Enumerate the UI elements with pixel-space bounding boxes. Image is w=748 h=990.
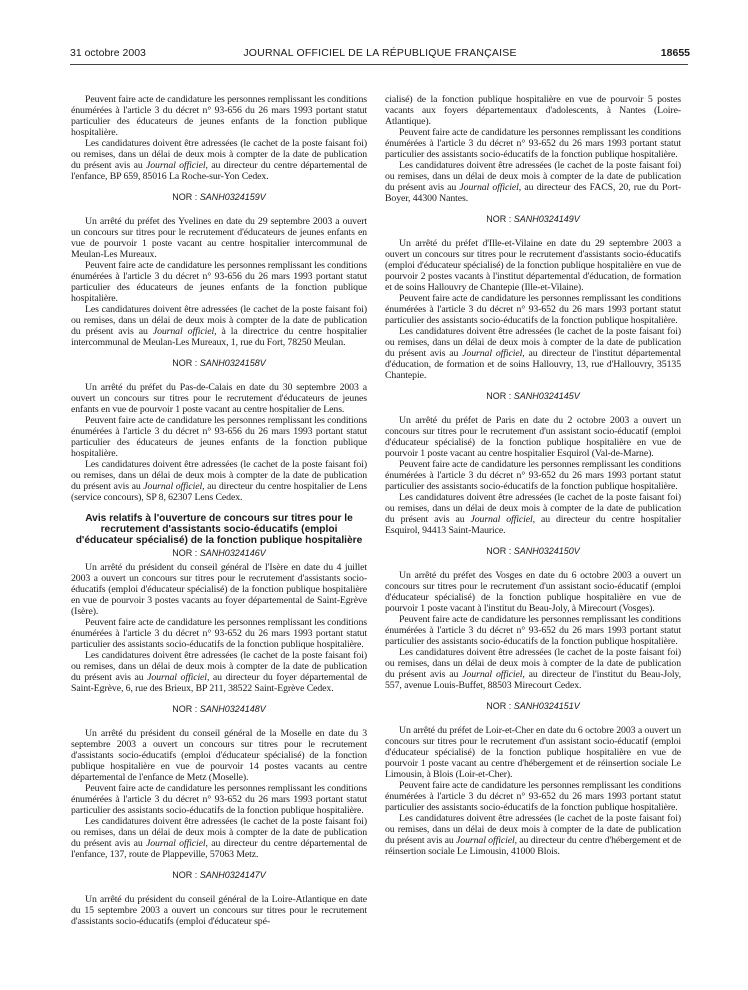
notice-block — [71, 562, 367, 715]
journal-title: JOURNAL OFFICIEL DE LA RÉPUBLIQUE FRANÇAISE — [243, 47, 517, 59]
nor-reference: NOR : SANH0324148V — [172, 704, 266, 714]
left-column — [71, 94, 367, 927]
issue-date: 31 octobre 2003 — [70, 47, 146, 59]
paragraph: Les candidatures doivent être adressées (le cachet de la poste faisant foi) ou remises, dans un délai de deux mois à compter de la date de publication du présent avis au Journal officiel, au directeur du foyer départemental de Saint-Egrève, 6, rue des Brieux, BP 211, 38522 Saint-Egrève Cedex. — [71, 650, 368, 694]
nor-reference: NOR : SANH0324149V — [486, 214, 580, 224]
paragraph: Peuvent faire acte de candidature les personnes remplissant les conditions énumérées à l'article 3 du décret n° 93-652 du 26 mars 1993 portant statut particulier des assistants socio-éducatifs de la fonction publique hospitalière. — [71, 783, 367, 816]
paragraph: Peuvent faire acte de candidature les personnes remplissant les conditions énumérées à l'article 3 du décret n° 93-652 du 26 mars 1993 portant statut particulier des assistants socio-éducatifs de la fonction publique hospitalière. — [385, 293, 681, 326]
paragraph: Un arrêté du préfet de Paris en date du 2 octobre 2003 a ouvert un concours sur titres pour le recrutement d'un assistant socio-éducatif (emploi d'éducateur spécialisé) de la fonction publique hospitalière en vue de pourvoir 1 poste vacant au centre hospitalier Esquirol (Val-de-Marne). — [385, 415, 681, 459]
nor-reference: NOR : SANH0324159V — [172, 192, 266, 202]
nor-reference: NOR : SANH0324146V — [172, 548, 266, 558]
journal-officiel: Journal officiel — [462, 669, 523, 680]
paragraph: Un arrêté du préfet d'Ille-et-Vilaine en date du 29 septembre 2003 a ouvert un concours sur titres pour le recrutement d'assistants socio-éducatifs (emploi d'éducateur spécialisé) de la fonction publique hospitalière en vue de pourvoir 2 postes vacants à l'institut départemental d'éducation, de formation et de soins Hallouvry de Chantepie (Ille-et-Vilaine). — [385, 238, 681, 293]
right-column — [385, 94, 681, 857]
paragraph: Un arrêté du préfet des Vosges en date du 6 octobre 2003 a ouvert un concours sur titres pour le recrutement d'un assistant socio-éducatif (emploi d'éducateur spécialisé) de la fonction publique hospitalière en vue de pourvoir 1 poste vacant à l'institut du Beau-Joly, à Mirecourt (Vosges). — [385, 570, 681, 614]
journal-officiel: Journal officiel — [145, 160, 206, 171]
paragraph: Un arrêté du préfet de Loir-et-Cher en date du 6 octobre 2003 a ouvert un concours sur titres pour le recrutement d'un assistant socio-éducatif (emploi d'éducateur spécialisé) de la fonction publique hospitalière en vue de pourvoir 1 poste vacant au centre d'hébergement et de réinsertion sociale Le Limousin, à Blois (Loir-et-Cher). — [385, 725, 681, 780]
journal-officiel: Journal officiel — [470, 514, 533, 525]
paragraph: Les candidatures doivent être adressées (le cachet de la poste faisant foi) ou remises, dans un délai de deux mois à compter de la date de publication du présent avis au Journal officiel, au directeur du centre hospitalier Esquirol, 94413 Saint-Maurice. — [385, 492, 681, 536]
paragraph: Les candidatures doivent être adressées (le cachet de la poste faisant foi) ou remises, dans un délai de deux mois à compter de la date de publication du présent avis au Journal officiel, au directeur du centre d'hébergement et de réinsertion sociale Le Limousin, 41000 Blois. — [385, 813, 682, 857]
paragraph: Les candidatures doivent être adressées (le cachet de la poste faisant foi) ou remises, dans un délai de deux mois à compter de la date de publication du présent avis au Journal officiel, au directeur du centre départemental de l'enfance, 137, route de Plappeville, 57063 Metz. — [71, 816, 368, 860]
notice-block — [385, 94, 681, 225]
journal-officiel: Journal officiel — [143, 481, 203, 492]
paragraph: Un arrêté du préfet du Pas-de-Calais en date du 30 septembre 2003 a ouvert un concours sur titres pour le recrutement d'éducateurs de jeunes enfants en vue de pourvoir 1 poste vacant au centre hospitalier de Lens. — [71, 382, 367, 415]
journal-officiel: Journal officiel — [147, 672, 207, 683]
notice-block — [71, 216, 367, 369]
paragraph: Un arrêté du président du conseil général de l'Isère en date du 4 juillet 2003 a ouvert un concours sur titres pour le recrutement d'assistants socio-éducatifs (emploi d'éducateur spécialisé) de la fonction publique hospitalière en vue de pourvoir 3 postes vacants au foyer départemental de Saint-Egrève (Isère). — [71, 562, 367, 617]
paragraph: Peuvent faire acte de candidature les personnes remplissant les conditions énumérées à l'article 3 du décret n° 93-652 du 26 mars 1993 portant statut particulier des assistants socio-éducatifs de la fonction publique hospitalière. — [385, 614, 681, 647]
paragraph: Un arrêté du président du conseil général de la Loire-Atlantique en date du 15 septembre 2003 a ouvert un concours sur titres pour le recrutement d'assistants socio-éducatifs (emploi d'éducateur spé- — [71, 894, 367, 927]
nor-reference: NOR : SANH0324150V — [486, 546, 580, 556]
section-title: Avis relatifs à l'ouverture de concours sur titres pour le recrutement d'assistants socio-éducatifs (emploi d'éducateur spécialisé) de la fonction publique hospitalière — [75, 513, 363, 546]
notice-block — [71, 894, 367, 927]
page-number: 18655 — [660, 47, 690, 59]
paragraph: Les candidatures doivent être adressées (le cachet de la poste faisant foi) ou remises, dans un délai de deux mois à compter de la date de publication du présent avis au Journal officiel, au directeur de l'institut départemental d'éducation, de formation et de soins Hallouvry, 13, rue d'Hallouvry, 35135 Chantepie. — [385, 326, 681, 381]
paragraph: Peuvent faire acte de candidature les personnes remplissant les conditions énumérées à l'article 3 du décret n° 93-656 du 26 mars 1993 portant statut particulier des éducateurs de jeunes enfants de la fonction publique hospitalière. — [71, 260, 367, 304]
paragraph: Peuvent faire acte de candidature les personnes remplissant les conditions énumérées à l'article 3 du décret n° 93-652 du 26 mars 1993 portant statut particulier des assistants socio-éducatifs de la fonction publique hospitalière. — [385, 459, 681, 492]
nor-reference: NOR : SANH0324158V — [172, 358, 266, 368]
notice-block — [385, 238, 681, 402]
paragraph: Les candidatures doivent être adressées (le cachet de la poste faisant foi) ou remises, dans un délai de deux mois à compter de la date de publication du présent avis au Journal officiel, à la directrice du centre hospitalier intercommunal de Meulan-Les Mureaux, 1, rue du Fort, 78250 Meulan. — [71, 304, 367, 348]
paragraph: Les candidatures doivent être adressées (le cachet de la poste faisant foi) ou remises, dans un délai de deux mois à compter de la date de publication du présent avis au Journal officiel, au directeur du centre départemental de l'enfance, BP 659, 85016 La Roche-sur-Yon Cedex. — [71, 138, 368, 182]
nor-reference: NOR : SANH0324147V — [172, 870, 266, 880]
notice-block — [71, 94, 367, 203]
paragraph: Peuvent faire acte de candidature les personnes remplissant les conditions énumérées à l'article 3 du décret n° 93-656 du 26 mars 1993 portant statut particulier des éducateurs de jeunes enfants de la fonction publique hospitalière. — [71, 415, 367, 459]
paragraph: Peuvent faire acte de candidature les personnes remplissant les conditions énumérées à l'article 3 du décret n° 93-656 du 26 mars 1993 portant statut particulier des éducateurs de jeunes enfants de la fonction publique hospitalière. — [71, 94, 367, 138]
journal-officiel: Journal officiel — [459, 182, 519, 193]
journal-officiel: Journal officiel — [456, 835, 515, 846]
paragraph: cialisé) de la fonction publique hospitalière en vue de pourvoir 5 postes vacants aux foyers départementaux d'adolescents, à Nantes (Loire-Atlantique). — [385, 94, 681, 127]
nor-reference: NOR : SANH0324145V — [486, 391, 580, 401]
paragraph: Peuvent faire acte de candidature les personnes remplissant les conditions énumérées à l'article 3 du décret n° 93-652 du 26 mars 1993 portant statut particulier des assistants socio-éducatifs de la fonction publique hospitalière. — [385, 780, 681, 813]
header-rule — [70, 64, 688, 65]
notice-block — [385, 415, 681, 557]
journal-officiel: Journal officiel — [152, 326, 215, 337]
journal-officiel: Journal officiel — [462, 348, 523, 359]
journal-officiel: Journal officiel — [145, 838, 206, 849]
page-header — [70, 47, 690, 63]
notice-block — [385, 570, 681, 712]
notice-block — [385, 725, 681, 857]
nor-reference: NOR : SANH0324151V — [486, 701, 580, 711]
paragraph: Les candidatures doivent être adressées (le cachet de la poste faisant foi) ou remises, dans un délai de deux mois à compter de la date de publication du présent avis au Journal officiel, au directeur du centre hospitalier de Lens (service concours), SP 8, 62307 Lens Cedex. — [71, 459, 368, 503]
paragraph: Les candidatures doivent être adressées (le cachet de la poste faisant foi) ou remises, dans un délai de deux mois à compter de la date de publication du présent avis au Journal officiel, au directeur de l'institut du Beau-Joly, 557, avenue Louis-Buffet, 88503 Mirecourt Cedex. — [385, 647, 682, 691]
paragraph: Peuvent faire acte de candidature les personnes remplissant les conditions énumérées à l'article 3 du décret n° 93-652 du 26 mars 1993 portant statut particulier des assistants socio-éducatifs de la fonction publique hospitalière. — [71, 617, 367, 650]
notice-block — [71, 728, 367, 881]
paragraph: Les candidatures doivent être adressées (le cachet de la poste faisant foi) ou remises, dans un délai de deux mois à compter de la date de publication du présent avis au Journal officiel, au directeur des FACS, 20, rue du Port-Boyer, 44300 Nantes. — [385, 160, 682, 204]
paragraph: Un arrêté du président du conseil général de la Moselle en date du 3 septembre 2003 a ouvert un concours sur titres pour le recrutement d'assistants socio-éducatifs (emploi d'éducateur spécialisé) de la fonction publique hospitalière en vue de pourvoir 14 postes vacants au centre départemental de l'enfance de Metz (Moselle). — [71, 728, 367, 783]
paragraph: Un arrêté du préfet des Yvelines en date du 29 septembre 2003 a ouvert un concours sur titres pour le recrutement d'éducateurs de jeunes enfants en vue de pourvoir 1 poste vacant au centre hospitalier intercommunal de Meulan-Les Mureaux. — [71, 216, 367, 260]
notice-block — [71, 382, 367, 503]
paragraph: Peuvent faire acte de candidature les personnes remplissant les conditions énumérées à l'article 3 du décret n° 93-652 du 26 mars 1993 portant statut particulier des assistants socio-éducatifs de la fonction publique hospitalière. — [385, 127, 681, 160]
